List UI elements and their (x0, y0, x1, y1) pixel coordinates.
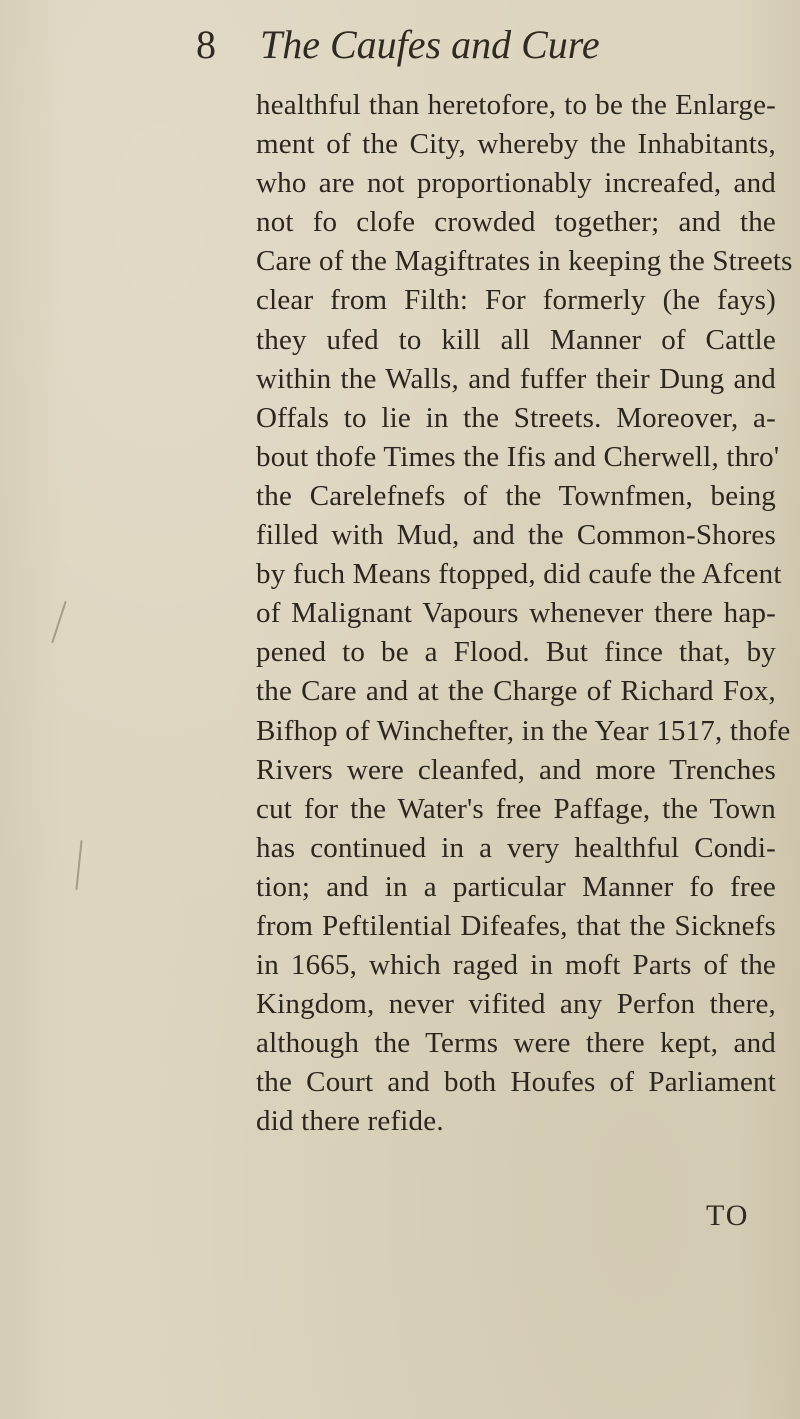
text-line: from Peftilential Difeafes, that the Sicknefs (256, 909, 776, 942)
text-line: pened to be a Flood. But fince that, by (256, 636, 776, 669)
running-head (196, 20, 676, 70)
text-line: Kingdom, never vifited any Perfon there, (256, 988, 776, 1021)
text-line: Offals to lie in the Streets. Moreover, a- (256, 401, 776, 434)
text-line: the Carelefnefs of the Townfmen, being (256, 479, 776, 512)
text-line: ment of the City, whereby the Inhabitants, (256, 128, 776, 161)
text-line: healthful than heretofore, to be the Enlarge- (256, 89, 776, 121)
text-line: of Malignant Vapours whenever there hap- (256, 597, 776, 630)
text-line: the Care and at the Charge of Richard Fox, (256, 675, 776, 708)
catchword: TO (706, 1199, 750, 1232)
text-line: Rivers were cleanfed, and more Trenches (256, 753, 776, 786)
text-line: by fuch Means ftopped, did caufe the Afcent (256, 558, 782, 591)
text-line: did there refide. (256, 1105, 444, 1138)
running-title: The Caufes and Cure (260, 22, 600, 67)
text-line: not fo clofe crowded together; and the (256, 206, 776, 239)
text-line: who are not proportionably increafed, and (256, 167, 776, 200)
text-line: within the Walls, and fuffer their Dung and (256, 362, 776, 395)
text-line: they ufed to kill all Manner of Cattle (256, 323, 776, 356)
margin-stain (51, 601, 66, 643)
text-line: clear from Filth: For formerly (he fays) (256, 284, 776, 317)
text-line: although the Terms were there kept, and (256, 1027, 776, 1060)
margin-stain (75, 840, 82, 890)
text-line: in 1665, which raged in moft Parts of the (256, 949, 776, 982)
text-line: has continued in a very healthful Condi- (256, 831, 776, 864)
page-number: 8 (196, 22, 216, 67)
text-line: Bifhop of Winchefter, in the Year 1517, thofe (256, 714, 791, 747)
text-line: bout thofe Times the Ifis and Cherwell, thro' (256, 440, 780, 473)
text-line: tion; and in a particular Manner fo free (256, 870, 776, 903)
text-line: filled with Mud, and the Common-Shores (256, 519, 776, 552)
text-line: Care of the Magiftrates in keeping the Streets (256, 245, 793, 278)
body-text (256, 86, 793, 1142)
text-line: cut for the Water's free Paffage, the Town (256, 792, 776, 825)
text-line: the Court and both Houfes of Parliament (256, 1066, 776, 1099)
